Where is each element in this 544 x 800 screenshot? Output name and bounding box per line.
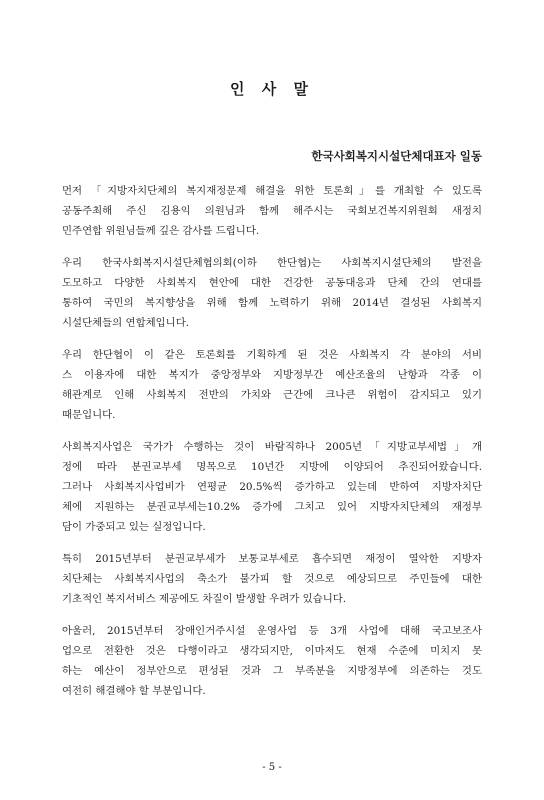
text-line: 치단체는 사회복지사업의 축소가 불가피 할 것으로 예상되므로 주민들에 대한 xyxy=(62,573,482,585)
text-line: 정에 따라 분권교부세 명목으로 10년간 지방에 이양되어 추진되어왔습니다. xyxy=(62,461,482,473)
paragraph-3 xyxy=(62,345,482,425)
text-line: 스 이용자에 대한 복지가 중앙정부와 지방정부간 예산조율의 난항과 각종 이 xyxy=(62,369,482,381)
text-line: 기초적인 복지서비스 제공에도 차질이 발생할 우려가 있습니다. xyxy=(62,593,347,605)
text-line: 우리 한단협이 이 같은 토론회를 기획하게 된 것은 사회복지 각 분야의 서비 xyxy=(62,349,482,361)
text-line: 업으로 전환한 것은 다행이라고 생각되지만, 이마저도 현재 수준에 미치지 못 xyxy=(62,645,482,657)
text-line: 그러나 사회복지사업비가 연평균 20.5%씩 증가하고 있는데 반하여 지방자치단 xyxy=(62,481,482,493)
text-line: 아울러, 2015년부터 장애인거주시설 운영사업 등 3개 사업에 대해 국고보조사 xyxy=(62,625,482,637)
paragraph-1 xyxy=(62,181,482,241)
text-line: 해관계로 인해 사회복지 전반의 가치와 근간에 크나큰 위험이 감지되고 있기 xyxy=(62,389,482,401)
paragraph-2 xyxy=(62,253,482,333)
paragraph-6 xyxy=(62,621,482,701)
author-line: 한국사회복지시설단체대표자 일동 xyxy=(311,149,482,163)
paragraph-5 xyxy=(62,549,482,609)
text-line: 여전히 해결해야 할 부분입니다. xyxy=(62,685,206,697)
text-line: 우리 한국사회복지시설단체협의회(이하 한단협)는 사회복지시설단체의 발전을 xyxy=(62,257,482,269)
page-number: - 5 - xyxy=(262,762,282,773)
text-line: 사회복지사업은 국가가 수행하는 것이 바람직하나 2005년「지방교부세법」개 xyxy=(62,441,482,453)
text-line: 통하여 국민의 복지향상을 위해 함께 노력하기 위해 2014년 결성된 사회복지 xyxy=(62,297,482,309)
paragraph-4 xyxy=(62,437,482,537)
text-line: 먼저 「지방자치단체의 복지재정문제 해결을 위한 토론회」를 개최할 수 있도록 xyxy=(62,185,482,197)
text-line: 도모하고 다양한 사회복지 현안에 대한 건강한 공동대응과 단체 간의 연대를 xyxy=(62,277,482,289)
text-line: 담이 가중되고 있는 실정입니다. xyxy=(62,521,206,533)
text-line: 공동주최해 주신 김용익 의원님과 함께 해주시는 국회보건복지위원회 새정치 xyxy=(62,205,482,217)
text-line: 시설단체들의 연합체입니다. xyxy=(62,317,190,329)
text-line: 때문입니다. xyxy=(62,409,116,421)
page-title: 인 사 말 xyxy=(230,80,314,98)
text-line: 민주연합 위원님들께 깊은 감사를 드립니다. xyxy=(62,225,260,237)
text-line: 하는 예산이 정부안으로 편성된 것과 그 부족분을 지방정부에 의존하는 것도 xyxy=(62,665,482,677)
text-line: 체에 지원하는 분권교부세는10.2% 증가에 그치고 있어 지방자치단체의 재정부 xyxy=(62,501,482,513)
body-text xyxy=(62,181,482,713)
text-line: 특히 2015년부터 분권교부세가 보통교부세로 흡수되면 재정이 열악한 지방자 xyxy=(62,553,482,565)
